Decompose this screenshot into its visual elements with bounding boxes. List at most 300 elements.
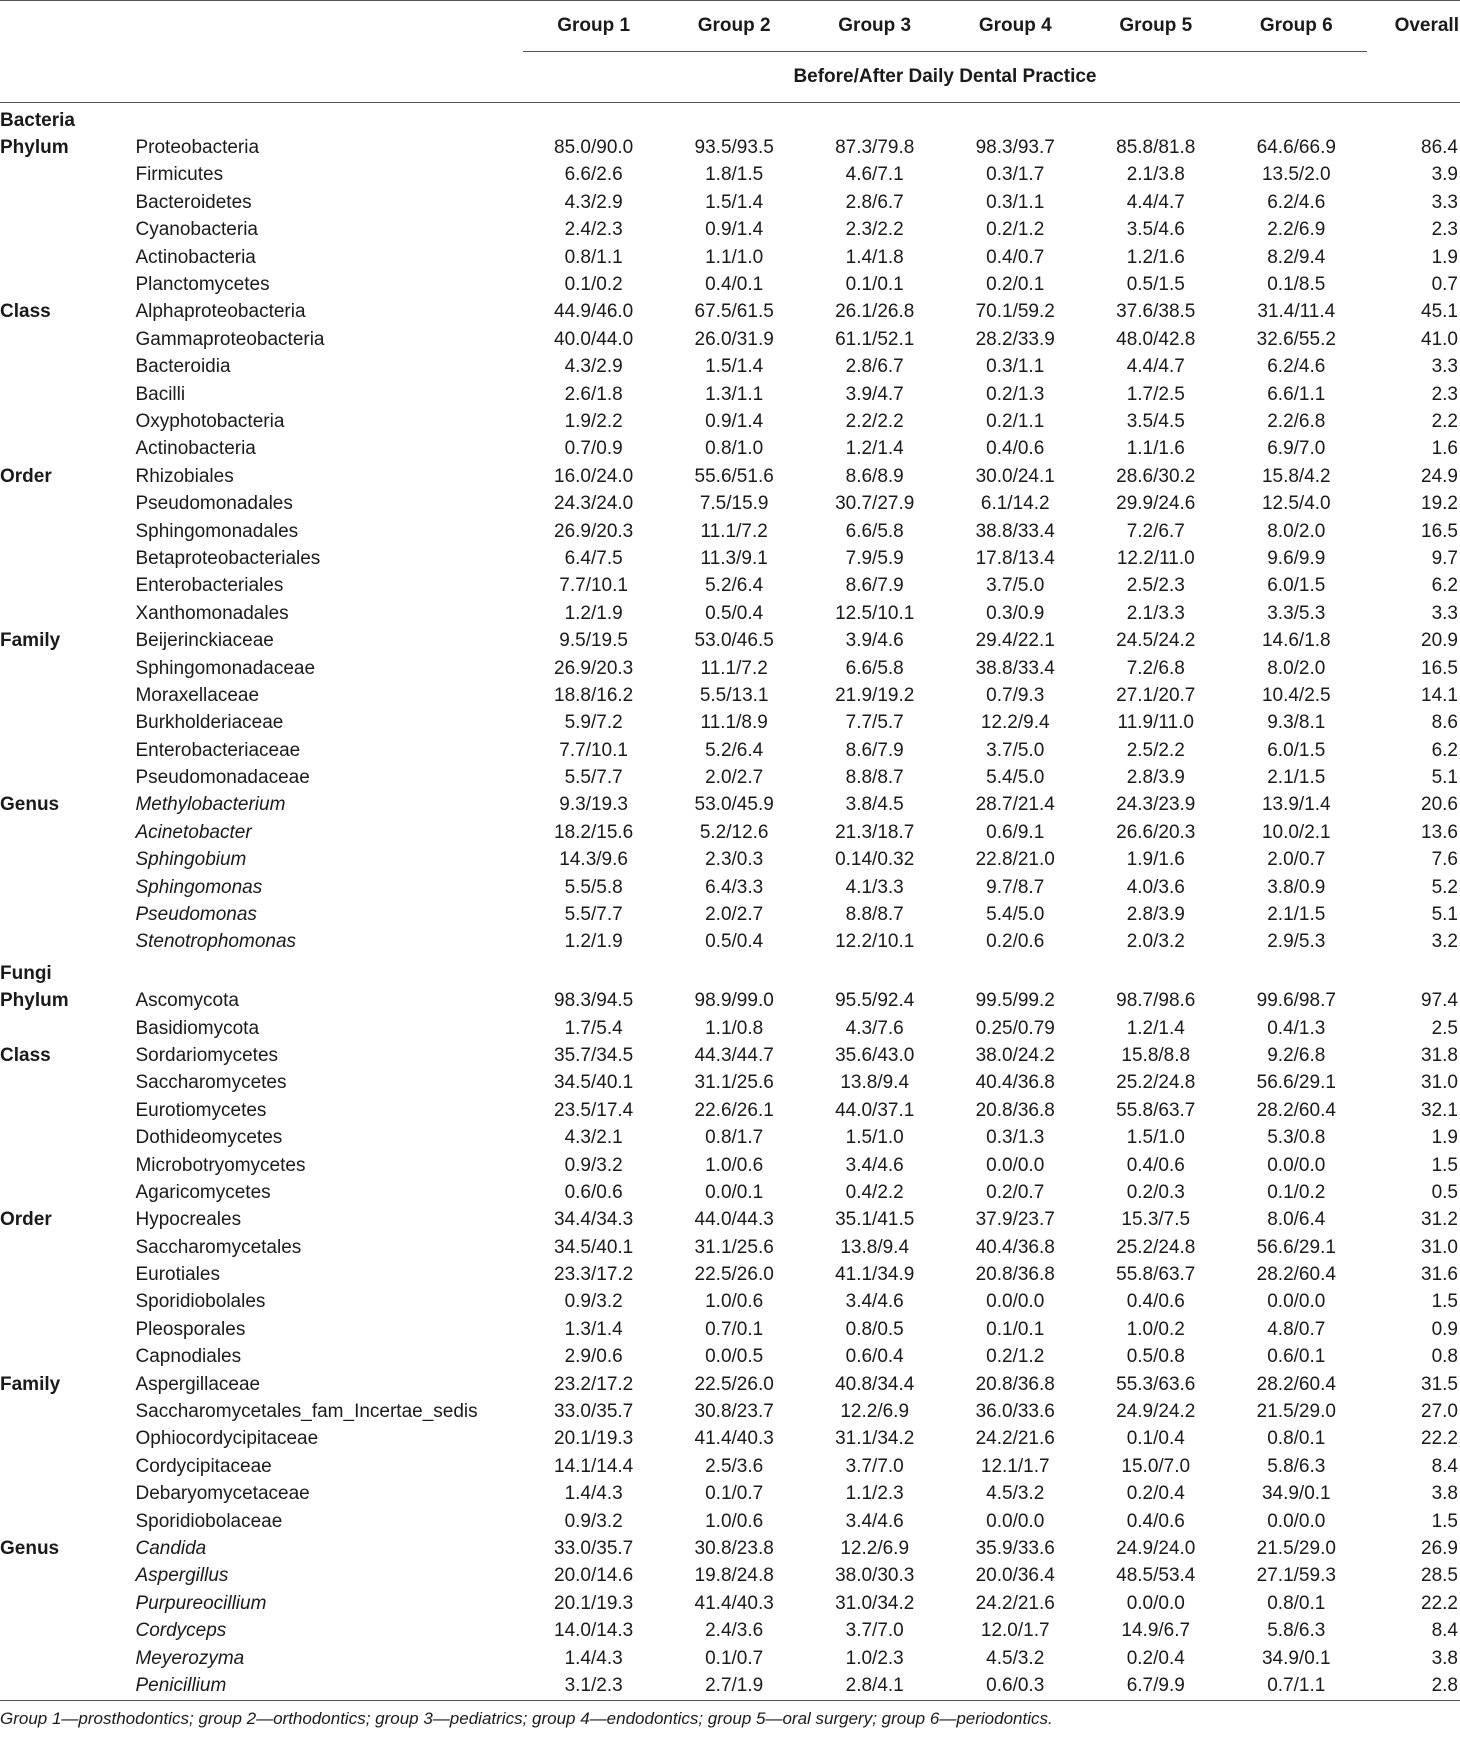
group-4-cell: 28.7/21.4 bbox=[975, 794, 1055, 816]
group-5-cell: 1.7/2.5 bbox=[1126, 383, 1185, 405]
group-5-cell: 2.1/3.3 bbox=[1126, 602, 1185, 624]
header-group-5: Group 5 bbox=[1086, 1, 1227, 52]
group-1-cell: 6.6/2.6 bbox=[564, 164, 623, 186]
taxon-cell: Penicillium bbox=[135, 1674, 227, 1696]
group-4-cell: 0.2/0.1 bbox=[986, 274, 1045, 296]
group-2-cell: 1.5/1.4 bbox=[705, 191, 764, 213]
table-row bbox=[0, 408, 1460, 435]
rank-cell bbox=[0, 764, 132, 791]
table-row bbox=[0, 764, 1460, 791]
taxon-cell: Sphingomonas bbox=[135, 876, 263, 898]
rank-cell bbox=[0, 1344, 132, 1371]
group-4-cell: 24.2/21.6 bbox=[975, 1428, 1055, 1450]
table-row bbox=[0, 189, 1460, 216]
taxon-cell: Planctomycetes bbox=[135, 274, 270, 296]
taxon-cell: Eurotiomycetes bbox=[135, 1099, 267, 1121]
group-5-cell: 29.9/24.6 bbox=[1116, 493, 1196, 515]
group-2-cell: 11.1/7.2 bbox=[700, 520, 768, 542]
rank-cell bbox=[0, 874, 132, 901]
group-6-cell: 5.8/6.3 bbox=[1267, 1455, 1326, 1477]
group-1-cell: 35.7/34.5 bbox=[554, 1044, 634, 1066]
overall-cell: 31.0 bbox=[1421, 1236, 1458, 1258]
taxon-cell: Candida bbox=[135, 1538, 207, 1559]
group-3-cell: 3.7/7.0 bbox=[845, 1620, 904, 1642]
group-5-cell: 0.4/0.6 bbox=[1126, 1154, 1185, 1176]
group-2-cell: 2.4/3.6 bbox=[705, 1620, 764, 1642]
overall-cell: 2.3 bbox=[1431, 219, 1458, 241]
rank-cell bbox=[0, 929, 132, 956]
group-5-cell: 55.8/63.7 bbox=[1116, 1099, 1196, 1121]
group-1-cell: 0.7/0.9 bbox=[564, 438, 623, 460]
overall-cell: 31.6 bbox=[1421, 1264, 1458, 1286]
group-4-cell: 40.4/36.8 bbox=[975, 1072, 1055, 1094]
group-5-cell: 1.9/1.6 bbox=[1126, 849, 1185, 871]
group-2-cell: 30.8/23.7 bbox=[694, 1401, 774, 1423]
table-row bbox=[0, 1234, 1460, 1261]
rank-cell: Phylum bbox=[0, 990, 69, 1012]
taxon-cell: Alphaproteobacteria bbox=[135, 301, 306, 323]
rank-cell bbox=[0, 1453, 132, 1480]
group-2-cell: 1.3/1.1 bbox=[705, 383, 764, 405]
group-4-cell: 20.8/36.8 bbox=[975, 1099, 1055, 1121]
group-6-cell: 99.6/98.7 bbox=[1256, 990, 1336, 1012]
taxon-cell: Eurotiales bbox=[135, 1264, 220, 1286]
table-header bbox=[0, 1, 1460, 103]
overall-cell: 86.4 bbox=[1421, 137, 1458, 159]
table-row bbox=[0, 1289, 1460, 1316]
group-3-cell: 4.1/3.3 bbox=[845, 876, 904, 898]
group-1-cell: 1.2/1.9 bbox=[564, 602, 623, 624]
table-row bbox=[0, 682, 1460, 709]
rank-cell bbox=[0, 1124, 132, 1151]
group-1-cell: 2.4/2.3 bbox=[564, 219, 623, 241]
group-1-cell: 4.3/2.9 bbox=[564, 191, 623, 213]
overall-cell: 3.3 bbox=[1431, 191, 1458, 213]
group-4-cell: 28.2/33.9 bbox=[975, 328, 1055, 350]
group-2-cell: 26.0/31.9 bbox=[694, 328, 774, 350]
taxon-cell: Cyanobacteria bbox=[135, 219, 258, 241]
rank-cell bbox=[0, 1563, 132, 1590]
group-3-cell: 7.7/5.7 bbox=[845, 712, 904, 734]
group-3-cell: 35.1/41.5 bbox=[835, 1209, 915, 1231]
group-2-cell: 1.5/1.4 bbox=[705, 356, 764, 378]
taxon-cell: Sphingomonadales bbox=[135, 520, 299, 542]
group-6-cell: 0.8/0.1 bbox=[1267, 1592, 1326, 1614]
overall-cell: 1.9 bbox=[1431, 246, 1458, 268]
rank-cell bbox=[0, 244, 132, 271]
header-blank bbox=[0, 1, 132, 52]
overall-cell: 0.9 bbox=[1431, 1318, 1458, 1340]
group-5-cell: 1.2/1.6 bbox=[1126, 246, 1185, 268]
overall-cell: 16.5 bbox=[1421, 657, 1458, 679]
taxon-cell: Pleosporales bbox=[135, 1318, 246, 1340]
group-1-cell: 20.1/19.3 bbox=[554, 1592, 634, 1614]
group-4-cell: 99.5/99.2 bbox=[975, 990, 1055, 1012]
group-2-cell: 93.5/93.5 bbox=[694, 137, 774, 159]
taxon-cell: Proteobacteria bbox=[135, 137, 260, 159]
group-1-cell: 2.6/1.8 bbox=[564, 383, 623, 405]
group-6-cell: 0.1/8.5 bbox=[1267, 274, 1326, 296]
group-3-cell: 31.1/34.2 bbox=[835, 1428, 915, 1450]
group-3-cell: 1.1/2.3 bbox=[845, 1483, 904, 1505]
group-4-cell: 29.4/22.1 bbox=[975, 630, 1055, 652]
overall-cell: 1.5 bbox=[1431, 1154, 1458, 1176]
group-3-cell: 2.3/2.2 bbox=[845, 219, 904, 241]
overall-cell: 5.1 bbox=[1431, 904, 1458, 926]
taxon-cell: Sphingobium bbox=[135, 849, 247, 871]
group-6-cell: 2.1/1.5 bbox=[1267, 767, 1326, 789]
group-6-cell: 0.0/0.0 bbox=[1267, 1154, 1326, 1176]
group-2-cell: 98.9/99.0 bbox=[694, 990, 774, 1012]
group-2-cell: 2.0/2.7 bbox=[705, 767, 764, 789]
taxon-cell: Moraxellaceae bbox=[135, 684, 260, 706]
group-2-cell: 2.0/2.7 bbox=[705, 904, 764, 926]
overall-cell: 9.7 bbox=[1431, 547, 1458, 569]
group-4-cell: 0.7/9.3 bbox=[986, 684, 1045, 706]
table-row bbox=[0, 1207, 1460, 1234]
table-row bbox=[0, 1344, 1460, 1371]
group-2-cell: 6.4/3.3 bbox=[705, 876, 764, 898]
group-2-cell: 53.0/45.9 bbox=[694, 794, 774, 816]
group-1-cell: 26.9/20.3 bbox=[554, 657, 634, 679]
group-3-cell: 3.4/4.6 bbox=[845, 1154, 904, 1176]
group-5-cell: 4.0/3.6 bbox=[1126, 876, 1185, 898]
table-row bbox=[0, 1179, 1460, 1206]
group-6-cell: 0.0/0.0 bbox=[1267, 1510, 1326, 1532]
overall-cell: 97.4 bbox=[1421, 990, 1458, 1012]
group-5-cell: 0.2/0.4 bbox=[1126, 1647, 1185, 1669]
rank-cell bbox=[0, 271, 132, 298]
group-2-cell: 1.1/1.0 bbox=[705, 246, 764, 268]
group-1-cell: 33.0/35.7 bbox=[554, 1538, 634, 1559]
table-row bbox=[0, 354, 1460, 381]
table-row bbox=[0, 1371, 1460, 1398]
rank-cell bbox=[0, 655, 132, 682]
group-1-cell: 23.5/17.4 bbox=[554, 1099, 634, 1121]
rank-cell bbox=[0, 1289, 132, 1316]
group-1-cell: 5.5/7.7 bbox=[564, 767, 623, 789]
table-row bbox=[0, 326, 1460, 353]
group-1-cell: 40.0/44.0 bbox=[554, 328, 634, 350]
header-group-2: Group 2 bbox=[664, 1, 805, 52]
group-6-cell: 28.2/60.4 bbox=[1256, 1264, 1336, 1286]
table-row bbox=[0, 1152, 1460, 1179]
taxon-cell: Sphingomonadaceae bbox=[135, 657, 316, 679]
group-4-cell: 0.0/0.0 bbox=[986, 1510, 1045, 1532]
group-4-cell: 38.8/33.4 bbox=[975, 657, 1055, 679]
overall-cell: 31.5 bbox=[1421, 1373, 1458, 1395]
group-3-cell: 31.0/34.2 bbox=[835, 1592, 915, 1614]
overall-cell: 28.5 bbox=[1421, 1565, 1458, 1587]
group-4-cell: 5.4/5.0 bbox=[986, 767, 1045, 789]
group-5-cell: 25.2/24.8 bbox=[1116, 1072, 1196, 1094]
group-4-cell: 35.9/33.6 bbox=[975, 1538, 1055, 1559]
rank-cell bbox=[0, 600, 132, 627]
group-4-cell: 0.2/0.6 bbox=[986, 931, 1045, 953]
group-6-cell: 3.8/0.9 bbox=[1267, 876, 1326, 898]
group-3-cell: 8.6/8.9 bbox=[845, 465, 904, 487]
taxon-cell: Oxyphotobacteria bbox=[135, 410, 285, 432]
group-6-cell: 9.6/9.9 bbox=[1267, 547, 1326, 569]
group-6-cell: 0.1/0.2 bbox=[1267, 1181, 1326, 1203]
rank-cell bbox=[0, 1617, 132, 1644]
section-header-row bbox=[0, 103, 1460, 135]
group-3-cell: 41.1/34.9 bbox=[835, 1264, 915, 1286]
rank-cell: Family bbox=[0, 1373, 61, 1395]
group-5-cell: 1.5/1.0 bbox=[1126, 1127, 1185, 1149]
group-6-cell: 2.1/1.5 bbox=[1267, 904, 1326, 926]
overall-cell: 2.3 bbox=[1431, 383, 1458, 405]
group-4-cell: 40.4/36.8 bbox=[975, 1236, 1055, 1258]
group-6-cell: 34.9/0.1 bbox=[1261, 1647, 1331, 1669]
group-1-cell: 9.5/19.5 bbox=[559, 630, 628, 652]
table-row bbox=[0, 1508, 1460, 1535]
group-6-cell: 13.5/2.0 bbox=[1261, 164, 1331, 186]
group-6-cell: 8.0/2.0 bbox=[1267, 657, 1326, 679]
group-5-cell: 2.8/3.9 bbox=[1126, 904, 1185, 926]
group-6-cell: 31.4/11.4 bbox=[1257, 301, 1336, 323]
overall-cell: 3.3 bbox=[1431, 602, 1458, 624]
overall-cell: 3.8 bbox=[1431, 1483, 1458, 1505]
group-6-cell: 12.5/4.0 bbox=[1261, 493, 1331, 515]
group-2-cell: 44.0/44.3 bbox=[694, 1209, 774, 1231]
rank-cell bbox=[0, 436, 132, 463]
group-1-cell: 1.2/1.9 bbox=[564, 931, 623, 953]
group-4-cell: 20.8/36.8 bbox=[975, 1264, 1055, 1286]
group-4-cell: 37.9/23.7 bbox=[975, 1209, 1055, 1231]
group-6-cell: 8.0/2.0 bbox=[1267, 520, 1326, 542]
taxon-cell: Bacteroidetes bbox=[135, 191, 252, 213]
taxon-cell: Betaproteobacteriales bbox=[135, 547, 321, 569]
group-3-cell: 13.8/9.4 bbox=[840, 1236, 910, 1258]
taxon-cell: Agaricomycetes bbox=[135, 1181, 271, 1203]
overall-cell: 1.6 bbox=[1431, 438, 1458, 460]
group-2-cell: 31.1/25.6 bbox=[694, 1072, 774, 1094]
group-1-cell: 5.9/7.2 bbox=[564, 712, 623, 734]
rank-cell bbox=[0, 408, 132, 435]
table-row bbox=[0, 134, 1460, 161]
header-group-4: Group 4 bbox=[945, 1, 1086, 52]
rank-cell: Family bbox=[0, 630, 61, 652]
taxon-cell: Purpureocillium bbox=[135, 1592, 267, 1614]
rank-cell bbox=[0, 710, 132, 737]
group-4-cell: 0.2/1.2 bbox=[986, 219, 1045, 241]
rank-cell bbox=[0, 1261, 132, 1288]
group-3-cell: 3.9/4.7 bbox=[845, 383, 904, 405]
group-3-cell: 0.1/0.1 bbox=[845, 274, 904, 296]
group-1-cell: 1.4/4.3 bbox=[564, 1483, 623, 1505]
rank-cell bbox=[0, 217, 132, 244]
table-row bbox=[0, 381, 1460, 408]
group-5-cell: 28.6/30.2 bbox=[1116, 465, 1196, 487]
group-1-cell: 6.4/7.5 bbox=[564, 547, 623, 569]
group-6-cell: 4.8/0.7 bbox=[1267, 1318, 1326, 1340]
rank-cell bbox=[0, 737, 132, 764]
group-6-cell: 6.2/4.6 bbox=[1267, 356, 1326, 378]
taxon-cell: Sordariomycetes bbox=[135, 1044, 279, 1066]
rank-cell bbox=[0, 1152, 132, 1179]
group-4-cell: 30.0/24.1 bbox=[975, 465, 1055, 487]
overall-cell: 3.8 bbox=[1431, 1647, 1458, 1669]
group-4-cell: 0.6/9.1 bbox=[986, 821, 1045, 843]
group-5-cell: 7.2/6.7 bbox=[1126, 520, 1185, 542]
rank-cell: Phylum bbox=[0, 137, 69, 159]
group-6-cell: 0.8/0.1 bbox=[1267, 1428, 1326, 1450]
group-2-cell: 41.4/40.3 bbox=[694, 1428, 774, 1450]
header-blank bbox=[132, 1, 523, 52]
group-4-cell: 0.4/0.7 bbox=[986, 246, 1045, 268]
group-3-cell: 12.2/10.1 bbox=[835, 931, 915, 953]
group-5-cell: 6.7/9.9 bbox=[1126, 1674, 1185, 1696]
table-row bbox=[0, 1481, 1460, 1508]
overall-cell: 20.6 bbox=[1421, 794, 1458, 816]
taxon-cell: Pseudomonas bbox=[135, 904, 257, 926]
group-2-cell: 67.5/61.5 bbox=[694, 301, 774, 323]
table-row bbox=[0, 217, 1460, 244]
group-2-cell: 55.6/51.6 bbox=[694, 465, 774, 487]
group-4-cell: 24.2/21.6 bbox=[975, 1592, 1055, 1614]
group-3-cell: 13.8/9.4 bbox=[840, 1072, 910, 1094]
group-2-cell: 0.7/0.1 bbox=[705, 1318, 764, 1340]
group-1-cell: 1.9/2.2 bbox=[564, 410, 623, 432]
group-3-cell: 95.5/92.4 bbox=[835, 990, 915, 1012]
group-1-cell: 20.1/19.3 bbox=[554, 1428, 634, 1450]
group-1-cell: 34.4/34.3 bbox=[554, 1209, 634, 1231]
group-1-cell: 23.3/17.2 bbox=[554, 1264, 634, 1286]
group-2-cell: 0.5/0.4 bbox=[705, 602, 764, 624]
overall-cell: 22.2 bbox=[1421, 1428, 1458, 1450]
taxon-cell: Sporidiobolales bbox=[135, 1291, 266, 1313]
group-4-cell: 20.0/36.4 bbox=[975, 1565, 1055, 1587]
table-row bbox=[0, 847, 1460, 874]
table-row bbox=[0, 1316, 1460, 1343]
overall-cell: 27.0 bbox=[1421, 1401, 1458, 1423]
rank-cell: Order bbox=[0, 465, 52, 487]
overall-cell: 2.2 bbox=[1431, 410, 1458, 432]
rank-cell bbox=[0, 545, 132, 572]
group-1-cell: 5.5/7.7 bbox=[564, 904, 623, 926]
overall-cell: 3.3 bbox=[1431, 356, 1458, 378]
table-row bbox=[0, 819, 1460, 846]
group-1-cell: 1.3/1.4 bbox=[564, 1318, 623, 1340]
group-1-cell: 4.3/2.1 bbox=[564, 1127, 623, 1149]
group-3-cell: 26.1/26.8 bbox=[835, 301, 915, 323]
overall-cell: 2.8 bbox=[1431, 1674, 1458, 1696]
group-1-cell: 33.0/35.7 bbox=[554, 1401, 634, 1423]
group-6-cell: 64.6/66.9 bbox=[1256, 137, 1336, 159]
group-6-cell: 2.9/5.3 bbox=[1267, 931, 1326, 953]
section-title: Bacteria bbox=[0, 109, 75, 131]
group-1-cell: 14.3/9.6 bbox=[559, 849, 628, 871]
overall-cell: 5.2 bbox=[1431, 876, 1458, 898]
group-6-cell: 28.2/60.4 bbox=[1256, 1373, 1336, 1395]
group-6-cell: 27.1/59.3 bbox=[1256, 1565, 1336, 1587]
rank-cell bbox=[0, 1590, 132, 1617]
group-5-cell: 12.2/11.0 bbox=[1116, 547, 1195, 569]
rank-cell bbox=[0, 1508, 132, 1535]
group-2-cell: 30.8/23.8 bbox=[694, 1538, 774, 1559]
group-2-cell: 0.4/0.1 bbox=[705, 274, 764, 296]
group-2-cell: 0.9/1.4 bbox=[705, 219, 764, 241]
group-4-cell: 4.5/3.2 bbox=[986, 1483, 1045, 1505]
group-3-cell: 4.6/7.1 bbox=[845, 164, 904, 186]
group-6-cell: 6.2/4.6 bbox=[1267, 191, 1326, 213]
table-row bbox=[0, 1070, 1460, 1097]
overall-cell: 7.6 bbox=[1431, 849, 1458, 871]
group-2-cell: 44.3/44.7 bbox=[694, 1044, 774, 1066]
taxon-cell: Dothideomycetes bbox=[135, 1127, 283, 1149]
overall-cell: 0.7 bbox=[1431, 274, 1458, 296]
group-5-cell: 0.2/0.4 bbox=[1126, 1483, 1185, 1505]
group-1-cell: 18.2/15.6 bbox=[554, 821, 634, 843]
group-1-cell: 0.6/0.6 bbox=[564, 1181, 623, 1203]
group-5-cell: 1.0/0.2 bbox=[1126, 1318, 1185, 1340]
group-5-cell: 11.9/11.0 bbox=[1117, 712, 1194, 734]
taxon-cell: Debaryomycetaceae bbox=[135, 1483, 310, 1505]
table-row bbox=[0, 1261, 1460, 1288]
group-2-cell: 0.8/1.0 bbox=[705, 438, 764, 460]
group-3-cell: 21.3/18.7 bbox=[835, 821, 915, 843]
table-row bbox=[0, 271, 1460, 298]
taxon-cell: Gammaproteobacteria bbox=[135, 328, 325, 350]
group-5-cell: 37.6/38.5 bbox=[1116, 301, 1196, 323]
group-2-cell: 11.1/7.2 bbox=[700, 657, 768, 679]
group-4-cell: 98.3/93.7 bbox=[975, 137, 1055, 159]
overall-cell: 20.9 bbox=[1421, 630, 1458, 652]
group-2-cell: 0.1/0.7 bbox=[705, 1483, 764, 1505]
rank-cell bbox=[0, 1398, 132, 1425]
taxon-cell: Cordyceps bbox=[135, 1620, 227, 1642]
group-1-cell: 14.0/14.3 bbox=[554, 1620, 634, 1642]
rank-cell bbox=[0, 1179, 132, 1206]
group-1-cell: 0.9/3.2 bbox=[564, 1154, 623, 1176]
group-1-cell: 7.7/10.1 bbox=[559, 739, 628, 761]
taxon-cell: Methylobacterium bbox=[135, 794, 286, 816]
table-row bbox=[0, 1563, 1460, 1590]
group-1-cell: 18.8/16.2 bbox=[554, 684, 634, 706]
group-3-cell: 1.4/1.8 bbox=[845, 246, 904, 268]
group-3-cell: 8.6/7.9 bbox=[845, 739, 904, 761]
group-6-cell: 5.3/0.8 bbox=[1267, 1127, 1326, 1149]
table-row bbox=[0, 1124, 1460, 1151]
table-row bbox=[0, 463, 1460, 490]
group-3-cell: 1.5/1.0 bbox=[845, 1127, 904, 1149]
group-1-cell: 98.3/94.5 bbox=[554, 990, 634, 1012]
group-1-cell: 23.2/17.2 bbox=[554, 1373, 634, 1395]
group-4-cell: 22.8/21.0 bbox=[975, 849, 1055, 871]
group-3-cell: 2.8/6.7 bbox=[845, 356, 904, 378]
group-2-cell: 1.8/1.5 bbox=[705, 164, 764, 186]
overall-cell: 24.9 bbox=[1421, 465, 1458, 487]
group-5-cell: 15.3/7.5 bbox=[1121, 1209, 1191, 1231]
group-3-cell: 3.4/4.6 bbox=[845, 1510, 904, 1532]
group-3-cell: 12.2/6.9 bbox=[840, 1401, 910, 1423]
group-5-cell: 0.4/0.6 bbox=[1126, 1510, 1185, 1532]
rank-cell: Genus bbox=[0, 1538, 60, 1559]
table-row bbox=[0, 545, 1460, 572]
group-4-cell: 6.1/14.2 bbox=[980, 493, 1050, 515]
overall-cell: 16.5 bbox=[1421, 520, 1458, 542]
group-2-cell: 2.7/1.9 bbox=[705, 1674, 764, 1696]
overall-cell: 2.5 bbox=[1431, 1017, 1458, 1039]
group-5-cell: 1.2/1.4 bbox=[1126, 1017, 1185, 1039]
group-3-cell: 0.4/2.2 bbox=[845, 1181, 904, 1203]
group-1-cell: 5.5/5.8 bbox=[564, 876, 623, 898]
overall-cell: 8.6 bbox=[1431, 712, 1458, 734]
taxon-cell: Meyerozyma bbox=[135, 1647, 245, 1669]
group-6-cell: 0.6/0.1 bbox=[1267, 1346, 1326, 1368]
overall-cell: 0.5 bbox=[1431, 1181, 1458, 1203]
